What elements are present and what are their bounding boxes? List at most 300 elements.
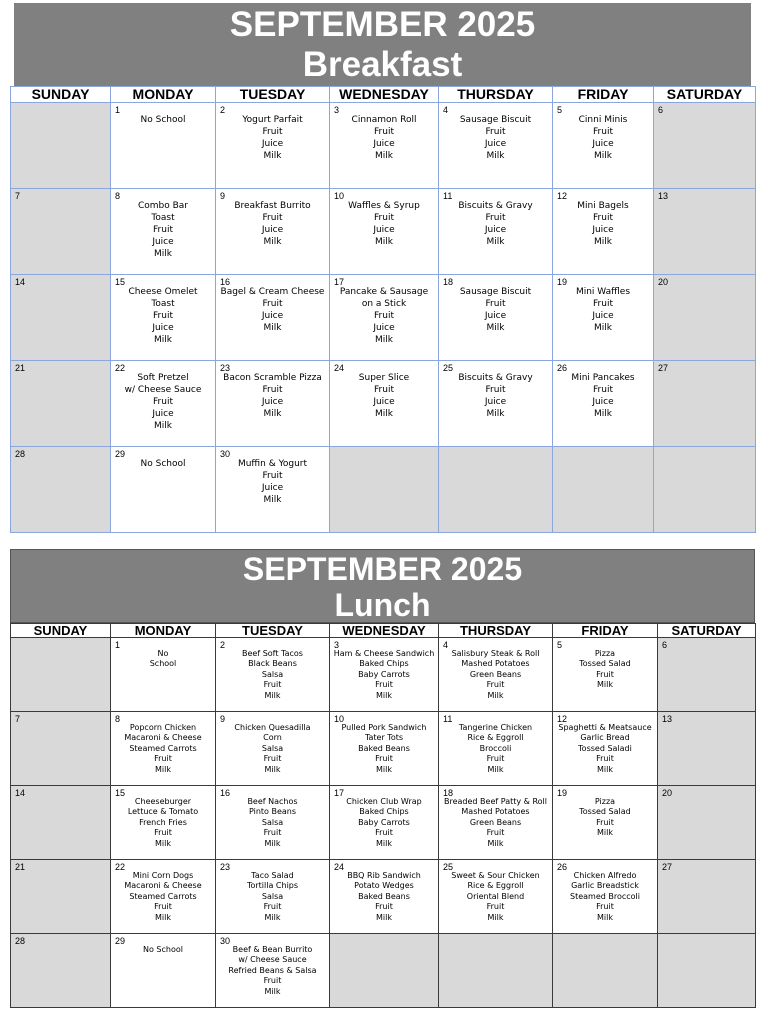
menu-items	[111, 372, 215, 432]
menu-item: Tater Tots	[364, 733, 404, 743]
day-number: 19	[557, 277, 568, 287]
day-number: 6	[662, 640, 668, 650]
day-number: 17	[334, 788, 345, 798]
menu-item: Fruit	[593, 299, 613, 309]
day-number: 9	[220, 191, 226, 201]
day-name-monday: MONDAY	[111, 624, 216, 638]
menu-item: Fruit	[153, 311, 173, 321]
menu-item: Baked Chips	[359, 807, 409, 817]
menu-items	[216, 649, 329, 701]
day-cell	[111, 638, 216, 712]
day-cell	[111, 860, 216, 934]
day-number: 17	[334, 277, 345, 287]
menu-items	[216, 458, 329, 506]
menu-item: No School	[140, 115, 186, 125]
day-number: 10	[334, 191, 345, 201]
menu-items	[216, 286, 329, 334]
menu-item: Juice	[484, 397, 507, 407]
menu-item: Milk	[487, 690, 504, 700]
day-cell	[216, 712, 330, 786]
breakfast-grid	[10, 86, 756, 533]
menu-item: Fruit	[262, 213, 283, 223]
menu-item: Milk	[597, 912, 613, 922]
day-number: 20	[658, 277, 669, 287]
menu-items	[111, 200, 215, 260]
day-cell	[216, 786, 330, 860]
menu-items	[216, 114, 329, 162]
day-cell	[11, 275, 111, 361]
menu-items	[553, 114, 653, 162]
menu-item: Macaroni & Cheese	[124, 881, 202, 891]
day-number: 14	[15, 277, 26, 287]
menu-items	[330, 286, 438, 346]
menu-item: Baby Carrots	[358, 669, 410, 679]
day-cell	[330, 638, 439, 712]
menu-item: Fruit	[374, 213, 394, 223]
day-number: 6	[658, 105, 664, 115]
menu-item: Juice	[373, 323, 395, 333]
day-cell	[439, 361, 553, 447]
lunch-title-month: SEPTEMBER 2025	[242, 551, 523, 587]
menu-item: Chicken Quesadilla	[234, 723, 311, 732]
day-cell	[553, 189, 654, 275]
menu-item: Juice	[373, 397, 395, 407]
menu-item: Pulled Pork Sandwich	[341, 723, 427, 732]
day-cell	[11, 786, 111, 860]
menu-item: Salsa	[261, 669, 284, 679]
menu-item: Milk	[487, 838, 504, 848]
day-cell	[658, 786, 756, 860]
menu-item: Milk	[263, 151, 282, 161]
menu-items	[330, 114, 438, 162]
menu-item: Corn	[263, 733, 282, 743]
day-cell	[439, 189, 553, 275]
day-cell	[330, 786, 439, 860]
day-cell	[111, 275, 216, 361]
menu-item: Waffles & Syrup	[348, 201, 420, 211]
menu-item: Steamed Carrots	[129, 891, 197, 901]
menu-item: Milk	[486, 323, 505, 333]
day-cell	[216, 103, 330, 189]
menu-item: Fruit	[262, 471, 283, 481]
day-cell	[553, 638, 658, 712]
menu-item: Salisbury Steak & Roll	[451, 649, 540, 658]
day-cell	[11, 860, 111, 934]
menu-items	[439, 871, 552, 923]
day-number: 3	[334, 640, 340, 650]
menu-item: Tossed Salad	[579, 807, 631, 817]
week-row	[11, 638, 756, 712]
day-number: 7	[15, 191, 21, 201]
menu-item: Milk	[264, 690, 281, 700]
menu-item: Fruit	[485, 385, 506, 395]
menu-item: Yogurt Parfait	[242, 115, 303, 125]
menu-item: Fruit	[263, 754, 282, 764]
week-row	[11, 447, 756, 533]
menu-item: Fruit	[375, 754, 393, 764]
menu-item: Fruit	[154, 902, 172, 912]
day-number: 15	[115, 277, 126, 287]
day-name-friday: FRIDAY	[553, 624, 658, 638]
day-number: 24	[334, 862, 345, 872]
menu-items	[439, 797, 552, 849]
menu-item: Juice	[261, 139, 284, 149]
menu-item: No	[157, 649, 169, 658]
day-number: 10	[334, 714, 345, 724]
day-name-tuesday: TUESDAY	[216, 624, 330, 638]
menu-item: Juice	[152, 409, 174, 419]
day-name-saturday: SATURDAY	[654, 87, 756, 103]
menu-item: Sweet & Sour Chicken	[451, 871, 540, 880]
menu-item: Mashed Potatoes	[461, 659, 530, 669]
menu-item: Juice	[373, 225, 395, 235]
menu-item: Milk	[487, 764, 504, 774]
day-number: 22	[115, 363, 126, 373]
menu-items	[439, 372, 552, 420]
lunch-grid	[10, 623, 756, 1008]
menu-item: Milk	[263, 409, 282, 419]
menu-item: Milk	[594, 151, 612, 161]
day-cell	[111, 934, 216, 1008]
menu-item: Fruit	[486, 680, 505, 690]
menu-item: School	[149, 659, 177, 669]
day-number: 23	[220, 862, 231, 872]
menu-item: Garlic Breadstick	[571, 881, 639, 891]
menu-item: Milk	[486, 237, 505, 247]
menu-items	[111, 458, 215, 470]
menu-items	[553, 200, 653, 248]
day-cell	[654, 361, 756, 447]
day-name-sunday: SUNDAY	[11, 624, 111, 638]
menu-item: Fruit	[262, 127, 283, 137]
day-cell	[11, 189, 111, 275]
menu-items	[439, 200, 552, 248]
menu-item: Juice	[484, 225, 507, 235]
menu-items	[111, 114, 215, 126]
menu-item: Fruit	[262, 385, 283, 395]
menu-items	[111, 871, 215, 923]
menu-item: Spaghetti & Meatsauce	[558, 723, 652, 732]
day-cell	[553, 275, 654, 361]
menu-item: Juice	[152, 237, 174, 247]
menu-item: Steamed Carrots	[129, 743, 197, 753]
menu-item: Juice	[592, 225, 614, 235]
day-number: 18	[443, 788, 454, 798]
day-number: 11	[443, 191, 453, 201]
menu-item: Salsa	[261, 743, 284, 753]
week-row	[11, 189, 756, 275]
day-cell	[658, 712, 756, 786]
day-number: 21	[15, 363, 26, 373]
day-number: 13	[662, 714, 673, 724]
menu-item: Milk	[155, 912, 171, 922]
menu-item: Milk	[594, 323, 612, 333]
menu-item: Baked Beans	[358, 891, 410, 901]
menu-item: Pinto Beans	[248, 807, 297, 817]
menu-item: No School	[143, 945, 183, 954]
menu-item: Milk	[263, 323, 282, 333]
menu-item: Milk	[154, 335, 172, 345]
day-cell	[216, 860, 330, 934]
menu-item: Pancake & Sausage	[339, 287, 429, 297]
day-number: 22	[115, 862, 126, 872]
menu-item: Super Slice	[358, 373, 410, 383]
day-number: 30	[220, 449, 231, 459]
menu-item: Fruit	[263, 680, 282, 690]
menu-item: Milk	[594, 237, 612, 247]
day-cell	[553, 712, 658, 786]
menu-items	[111, 723, 215, 775]
menu-item: Milk	[597, 764, 613, 774]
menu-items	[330, 372, 438, 420]
menu-item: Toast	[151, 213, 175, 223]
lunch-weeks	[11, 638, 756, 1008]
day-number: 25	[443, 862, 454, 872]
day-name-tuesday: TUESDAY	[216, 87, 330, 103]
day-name-monday: MONDAY	[111, 87, 216, 103]
menu-item: Chicken Alfredo	[573, 871, 637, 880]
day-number: 16	[220, 277, 231, 287]
menu-item: Fruit	[593, 127, 613, 137]
day-cell	[654, 275, 756, 361]
day-cell	[11, 103, 111, 189]
menu-item: Rice & Eggroll	[467, 881, 524, 891]
menu-item: Juice	[484, 139, 507, 149]
menu-item: Juice	[592, 397, 614, 407]
menu-item: Milk	[594, 409, 612, 419]
menu-item: Bacon Scramble Pizza	[223, 373, 322, 383]
week-row	[11, 361, 756, 447]
day-number: 2	[220, 640, 226, 650]
day-number: 30	[220, 936, 231, 946]
menu-item: Fruit	[375, 828, 393, 838]
menu-item: Steamed Broccoli	[569, 891, 640, 901]
menu-item: Fruit	[153, 397, 173, 407]
menu-item: w/ Cheese Sauce	[124, 385, 202, 395]
day-number: 29	[115, 449, 126, 459]
menu-item: Fruit	[596, 902, 614, 912]
day-cell	[11, 361, 111, 447]
day-cell	[111, 786, 216, 860]
day-number: 8	[115, 714, 121, 724]
day-number: 25	[443, 363, 454, 373]
day-cell	[439, 786, 553, 860]
menu-item: Fruit	[263, 902, 282, 912]
menu-item: Cheeseburger	[134, 797, 192, 806]
lunch-calendar	[10, 549, 755, 1008]
menu-items	[216, 372, 329, 420]
week-row	[11, 786, 756, 860]
menu-item: Soft Pretzel	[137, 373, 189, 383]
menu-items	[216, 945, 329, 997]
day-cell	[553, 934, 658, 1008]
breakfast-title-banner	[14, 3, 751, 86]
menu-item: Breaded Beef Patty & Roll	[444, 797, 547, 806]
day-name-sunday: SUNDAY	[11, 87, 111, 103]
menu-item: BBQ Rib Sandwich	[347, 871, 421, 880]
day-number: 11	[443, 714, 453, 724]
day-cell	[216, 275, 330, 361]
menu-item: Macaroni & Cheese	[124, 733, 202, 743]
menu-item: Fruit	[486, 828, 505, 838]
breakfast-title-month: SEPTEMBER 2025	[229, 5, 536, 44]
day-number: 7	[15, 714, 21, 724]
menu-item: Fruit	[374, 311, 394, 321]
menu-item: Fruit	[153, 225, 173, 235]
menu-item: Fruit	[593, 213, 613, 223]
menu-item: Beef Soft Tacos	[242, 649, 303, 658]
day-cell	[439, 447, 553, 533]
menu-item: w/ Cheese Sauce	[238, 955, 307, 965]
day-cell	[553, 103, 654, 189]
menu-item: Fruit	[485, 299, 506, 309]
day-number: 4	[443, 640, 449, 650]
menu-item: Milk	[375, 151, 393, 161]
menu-item: Fruit	[596, 669, 614, 679]
day-number: 12	[557, 714, 568, 724]
menu-item: Biscuits & Gravy	[458, 201, 533, 211]
day-cell	[330, 361, 439, 447]
menu-item: Juice	[484, 311, 507, 321]
menu-item: Tangerine Chicken	[458, 723, 533, 732]
day-number: 5	[557, 640, 563, 650]
menu-item: Cinni Minis	[578, 115, 628, 125]
menu-item: Mashed Potatoes	[461, 807, 530, 817]
day-cell	[654, 447, 756, 533]
menu-item: Milk	[376, 690, 392, 700]
menu-items	[330, 723, 438, 775]
menu-item: Fruit	[486, 754, 505, 764]
week-row	[11, 860, 756, 934]
day-number: 12	[557, 191, 568, 201]
menu-item: Breakfast Burrito	[234, 201, 311, 211]
menu-item: Fruit	[485, 127, 506, 137]
day-cell	[553, 361, 654, 447]
week-row	[11, 103, 756, 189]
menu-item: Milk	[486, 151, 505, 161]
menu-item: Fruit	[154, 828, 172, 838]
day-cell	[216, 361, 330, 447]
menu-item: Mini Bagels	[577, 201, 629, 211]
menu-items	[553, 286, 653, 334]
menu-item: Juice	[152, 323, 174, 333]
day-cell	[439, 712, 553, 786]
day-cell	[330, 447, 439, 533]
menu-item: Cinnamon Roll	[351, 115, 417, 125]
menu-item: Milk	[597, 680, 613, 690]
menu-item: Milk	[376, 764, 392, 774]
day-number: 8	[115, 191, 121, 201]
day-cell	[216, 934, 330, 1008]
menu-item: Pizza	[594, 649, 616, 658]
lunch-title-meal: Lunch	[334, 587, 431, 623]
menu-item: Beef & Bean Burrito	[232, 945, 313, 954]
menu-item: Milk	[264, 764, 281, 774]
week-row	[11, 712, 756, 786]
day-number: 23	[220, 363, 231, 373]
day-cell	[111, 361, 216, 447]
menu-items	[216, 200, 329, 248]
menu-item: Milk	[487, 912, 504, 922]
day-number: 26	[557, 363, 568, 373]
menu-item: Oriental Blend	[466, 891, 525, 901]
menu-item: Milk	[375, 335, 393, 345]
menu-items	[439, 649, 552, 701]
day-number: 5	[557, 105, 563, 115]
menu-item: No School	[140, 459, 186, 469]
day-number: 14	[15, 788, 26, 798]
day-cell	[216, 638, 330, 712]
menu-item: Fruit	[154, 754, 172, 764]
day-number: 1	[115, 640, 121, 650]
menu-item: Juice	[261, 225, 284, 235]
day-cell	[330, 103, 439, 189]
menu-items	[111, 286, 215, 346]
menu-item: Salsa	[261, 817, 284, 827]
menu-item: Refried Beans & Salsa	[228, 965, 317, 975]
day-number: 4	[443, 105, 449, 115]
menu-item: Fruit	[375, 902, 393, 912]
day-cell	[654, 103, 756, 189]
menu-item: Milk	[376, 912, 392, 922]
day-number: 9	[220, 714, 226, 724]
menu-item: Baked Beans	[358, 743, 410, 753]
day-cell	[111, 189, 216, 275]
menu-item: Fruit	[593, 385, 613, 395]
day-number: 18	[443, 277, 454, 287]
day-number: 21	[15, 862, 26, 872]
day-number: 15	[115, 788, 126, 798]
day-cell	[439, 860, 553, 934]
day-number: 13	[658, 191, 669, 201]
day-cell	[330, 934, 439, 1008]
day-cell	[11, 447, 111, 533]
menu-item: Muffin & Yogurt	[237, 459, 308, 469]
menu-item: Fruit	[374, 385, 394, 395]
day-name-thursday: THURSDAY	[439, 624, 553, 638]
day-name-thursday: THURSDAY	[439, 87, 553, 103]
menu-item: Black Beans	[248, 659, 297, 669]
day-cell	[111, 103, 216, 189]
day-cell	[439, 934, 553, 1008]
day-number: 26	[557, 862, 568, 872]
day-cell	[111, 712, 216, 786]
day-cell	[330, 275, 439, 361]
menu-item: Milk	[264, 838, 281, 848]
day-cell	[330, 189, 439, 275]
day-number: 16	[220, 788, 231, 798]
menu-items	[111, 797, 215, 849]
menu-item: Milk	[154, 249, 172, 259]
menu-item: Lettuce & Tomato	[127, 807, 199, 817]
lunch-day-header-row	[11, 624, 756, 638]
menu-items	[439, 114, 552, 162]
menu-item: Milk	[263, 237, 282, 247]
menu-item: Beef Nachos	[247, 797, 298, 806]
lunch-title-banner	[10, 549, 755, 623]
menu-items	[330, 797, 438, 849]
day-cell	[111, 447, 216, 533]
menu-item: Green Beans	[469, 669, 522, 679]
menu-item: French Fries	[139, 817, 187, 827]
day-cell	[330, 860, 439, 934]
menu-item: Baked Chips	[359, 659, 409, 669]
menu-item: Juice	[592, 311, 614, 321]
day-number: 3	[334, 105, 340, 115]
day-number: 1	[115, 105, 121, 115]
day-number: 2	[220, 105, 226, 115]
menu-item: Mini Corn Dogs	[132, 871, 194, 880]
